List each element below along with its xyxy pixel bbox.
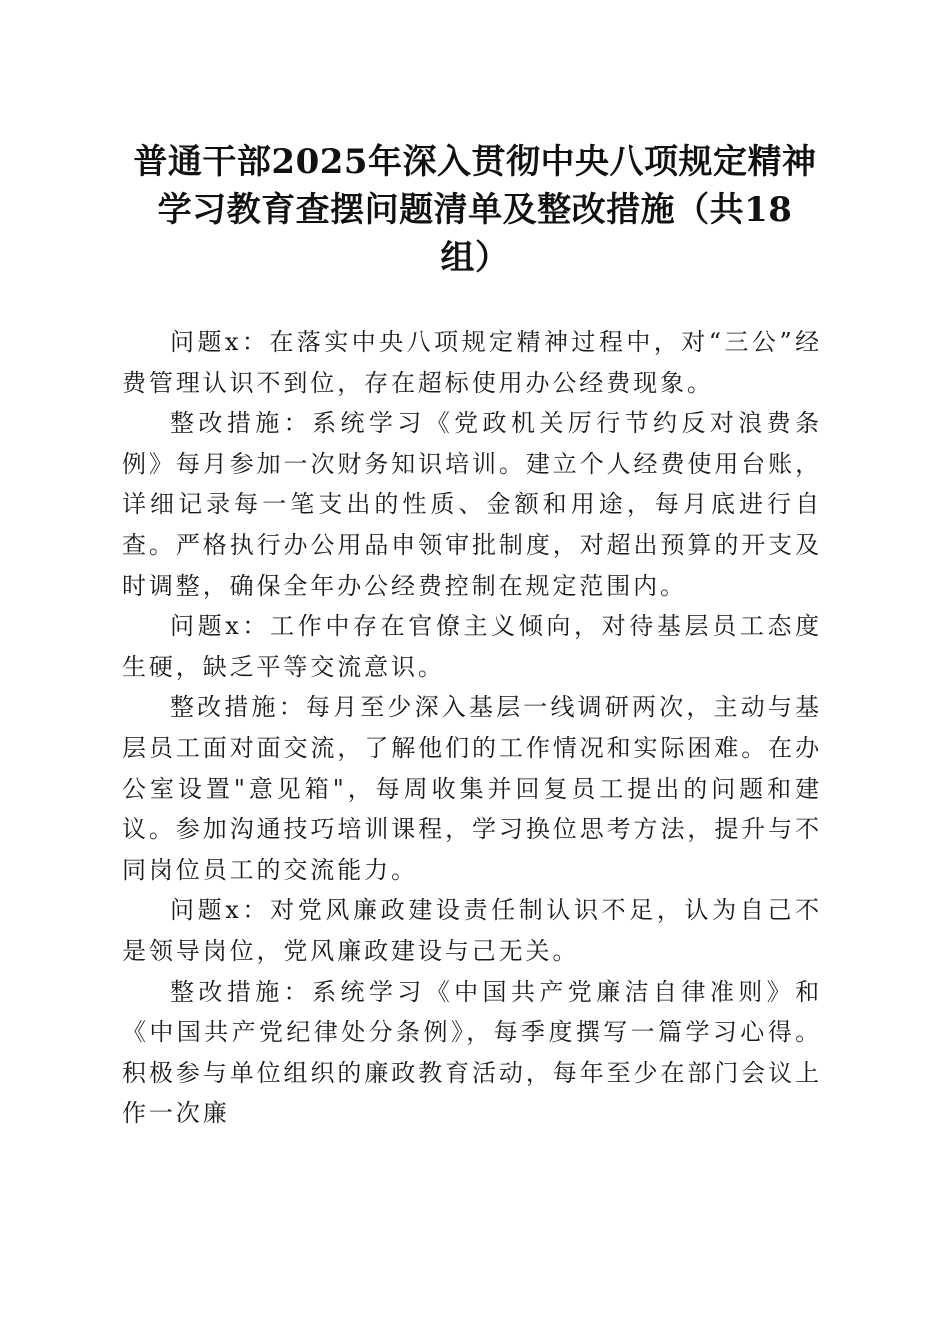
- document-body: [122, 322, 822, 1134]
- problem-paragraph-1: 问题x：在落实中央八项规定精神过程中，对“三公”经费管理认识不到位，存在超标使用办公经费现象。: [122, 328, 822, 397]
- measure-paragraph-2: 整改措施：每月至少深入基层一线调研两次，主动与基层员工面对面交流，了解他们的工作情况和实际困难。在办公室设置"意见箱"，每周收集并回复员工提出的问题和建议。参加沟通技巧培训课程，学习换位思考方法，提升与不同岗位员工的交流能力。: [122, 693, 822, 884]
- title-line-1: 普通干部2025年深入贯彻中央八项规定精神: [133, 142, 817, 182]
- title-line-3: 组）: [440, 238, 510, 278]
- problem-paragraph-2: 问题x：工作中存在官僚主义倾向，对待基层员工态度生硬，缺乏平等交流意识。: [122, 612, 822, 681]
- title-line-2: 学习教育查摆问题清单及整改措施（共18: [157, 190, 793, 230]
- measure-paragraph-3: 整改措施：系统学习《中国共产党廉洁自律准则》和《中国共产党纪律处分条例》，每季度撰写一篇学习心得。积极参与单位组织的廉政教育活动，每年至少在部门会议上作一次廉: [122, 977, 822, 1128]
- document-title: [110, 138, 840, 282]
- measure-paragraph-1: 整改措施：系统学习《党政机关厉行节约反对浪费条例》每月参加一次财务知识培训。建立个人经费使用台账，详细记录每一笔支出的性质、金额和用途，每月底进行自查。严格执行办公用品申领审批制度，对超出预算的开支及时调整，确保全年办公经费控制在规定范围内。: [122, 409, 822, 600]
- problem-paragraph-3: 问题x：对党风廉政建设责任制认识不足，认为自己不是领导岗位，党风廉政建设与己无关。: [122, 896, 822, 965]
